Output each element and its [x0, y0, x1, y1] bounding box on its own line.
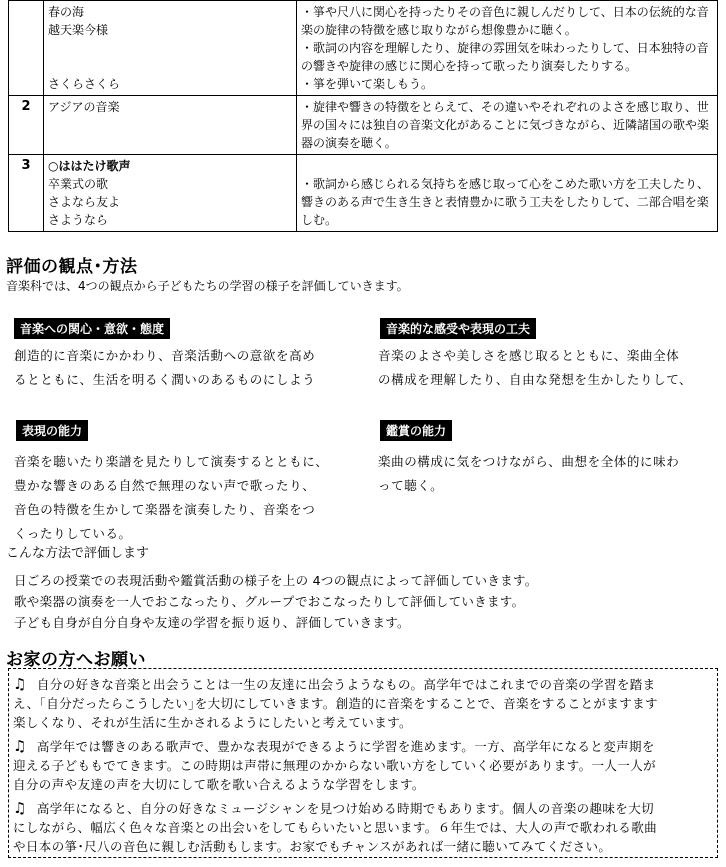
goal-description — [297, 1, 718, 96]
request-paragraph — [13, 799, 713, 856]
song-title: 春の海 — [48, 5, 85, 19]
viewpoint-text — [378, 450, 679, 498]
song-list — [44, 1, 297, 96]
song-title: 越天楽今様 — [48, 23, 109, 37]
text-line: え、｢自分だったらこうしたい｣を大切にしていきます。創造的に音楽をすることで、音楽をすることがますます — [13, 696, 658, 711]
text-line: や日本の箏･尺八の音色に親しむ活動もします。お家でもチャンスがあれば一緒に聴いてみてください。 — [13, 839, 612, 854]
text-line: 自分の好きな音楽と出会うことは一生の友達に出会うようなもの。高学年ではこれまでの音楽の学習を踏ま — [36, 677, 656, 692]
song-title: ○ははたけ歌声 — [48, 159, 131, 173]
evaluation-heading: 評価の観点･方法 — [6, 257, 138, 277]
viewpoint-label: 表現の能力 — [16, 420, 88, 441]
text-line: 自分の声や友達の声を大切にして歌を歌い合えるような学習をします。 — [13, 777, 425, 792]
viewpoint-text — [14, 450, 328, 546]
text-line: 豊かな響きのある自然で無理のない声で歌ったり、 — [14, 478, 316, 493]
goal-description — [297, 96, 718, 155]
song-title: さくらさくら — [48, 77, 121, 91]
text-line: 楽しくなり、それが生活に生かされるようにしたいと考えています。 — [13, 715, 412, 730]
goal-text: ・旋律や響きの特徴をとらえて、その違いやそれぞれのよさを感じ取り、世界の国々には独自の音楽文化があることに気づきながら、近隣諸国の歌や楽器の演奏を聴く。 — [301, 100, 710, 150]
method-item: 子ども自身が自分自身や友達の学習を振り返り、評価していきます。 — [14, 615, 410, 630]
table-row — [9, 96, 718, 155]
song-title: アジアの音楽 — [48, 100, 120, 114]
viewpoint-text — [14, 344, 315, 392]
text-line: 音色の特徴を生かして楽器を演奏したり、音楽をつ — [14, 502, 316, 517]
method-item: 日ごろの授業での表現活動や鑑賞活動の様子を上の 4つの観点によって評価していきます。 — [14, 573, 538, 588]
song-title: さようなら — [48, 213, 109, 227]
goal-text: ・箏や尺八に関心を持ったりその音色に親しんだりして、日本の伝統的な音楽の旋律の特徴を感じ取りながら想像豊かに聴く。 — [301, 5, 709, 37]
text-line: って聴く。 — [378, 478, 444, 493]
goal-text: ・歌詞から感じられる気持ちを感じ取って心をこめた歌い方を工夫したり、響きのある声で生き生きと表情豊かに歌う工夫をしたりして、二部合唱を楽しむ。 — [301, 177, 710, 227]
viewpoint-label: 音楽への関心・意欲・態度 — [14, 318, 170, 339]
method-heading: こんな方法で評価します — [6, 546, 150, 561]
row-number: 2 — [9, 96, 44, 155]
unit-table — [8, 0, 718, 232]
method-item: 歌や楽器の演奏を一人でおこなったり、グループでおこなったりして評価していきます。 — [14, 594, 525, 609]
text-line: くったりしている。 — [14, 526, 132, 541]
text-line: 音楽を聴いたり楽譜を見たりして演奏するとともに、 — [14, 454, 329, 469]
viewpoint-label: 鑑賞の能力 — [380, 420, 452, 441]
song-title: さよなら友よ — [48, 195, 121, 209]
row-number — [9, 1, 44, 96]
goal-text: ・箏を弾いて楽しもう。 — [301, 77, 434, 91]
table-row — [9, 155, 718, 232]
viewpoint-label: 音楽的な感受や表現の工夫 — [380, 318, 536, 339]
evaluation-intro: 音楽科では、4つの観点から子どもたちの学習の様子を評価していきます。 — [6, 279, 409, 293]
request-paragraph — [13, 737, 713, 794]
goal-description — [297, 155, 718, 232]
text-line: の構成を理解したり、自由な発想を生かしたりして、 — [378, 372, 693, 387]
text-line: 創造的に音楽にかかわり、音楽活動への意欲を高め — [14, 348, 316, 363]
text-line: 高学年では響きのある歌声で、豊かな表現ができるように学習を進めます。一方、高学年になると変声期を — [36, 739, 655, 754]
text-line: 迎える子どももでてきます。この時期は声帯に無理のかからない歌い方をしていく必要があります。一人一人が — [13, 758, 657, 773]
text-line: 高学年になると、自分の好きなミュージシャンを見つけ始める時期でもあります。個人の音楽の趣味を大切 — [36, 801, 654, 816]
song-list — [44, 96, 297, 155]
music-note-icon: ♫ — [13, 737, 27, 755]
request-paragraph — [13, 675, 713, 732]
method-list — [14, 570, 538, 633]
viewpoint-text — [378, 344, 692, 392]
music-note-icon: ♫ — [13, 675, 27, 693]
song-list — [44, 155, 297, 232]
music-note-icon: ♫ — [13, 799, 27, 817]
request-box — [8, 668, 718, 858]
request-heading: お家の方へお願い — [6, 650, 146, 670]
text-line: にしながら、幅広く色々な音楽との出会いをしてもらいたいと思います。６年生では、大人の声で歌われる歌曲 — [13, 820, 658, 835]
text-line: 楽曲の構成に気をつけながら、曲想を全体的に味わ — [378, 454, 680, 469]
table-row — [9, 1, 718, 96]
row-number: 3 — [9, 155, 44, 232]
song-title: 卒業式の歌 — [48, 177, 109, 191]
text-line: 音楽のよさや美しさを感じ取るとともに、楽曲全体 — [378, 348, 680, 363]
text-line: るとともに、生活を明るく潤いのあるものにしよう — [14, 372, 316, 387]
goal-text: ・歌詞の内容を理解したり、旋律の雰囲気を味わったりして、日本独特の音の響きや旋律の感じに関心を持って歌ったり演奏したりする。 — [301, 41, 709, 73]
